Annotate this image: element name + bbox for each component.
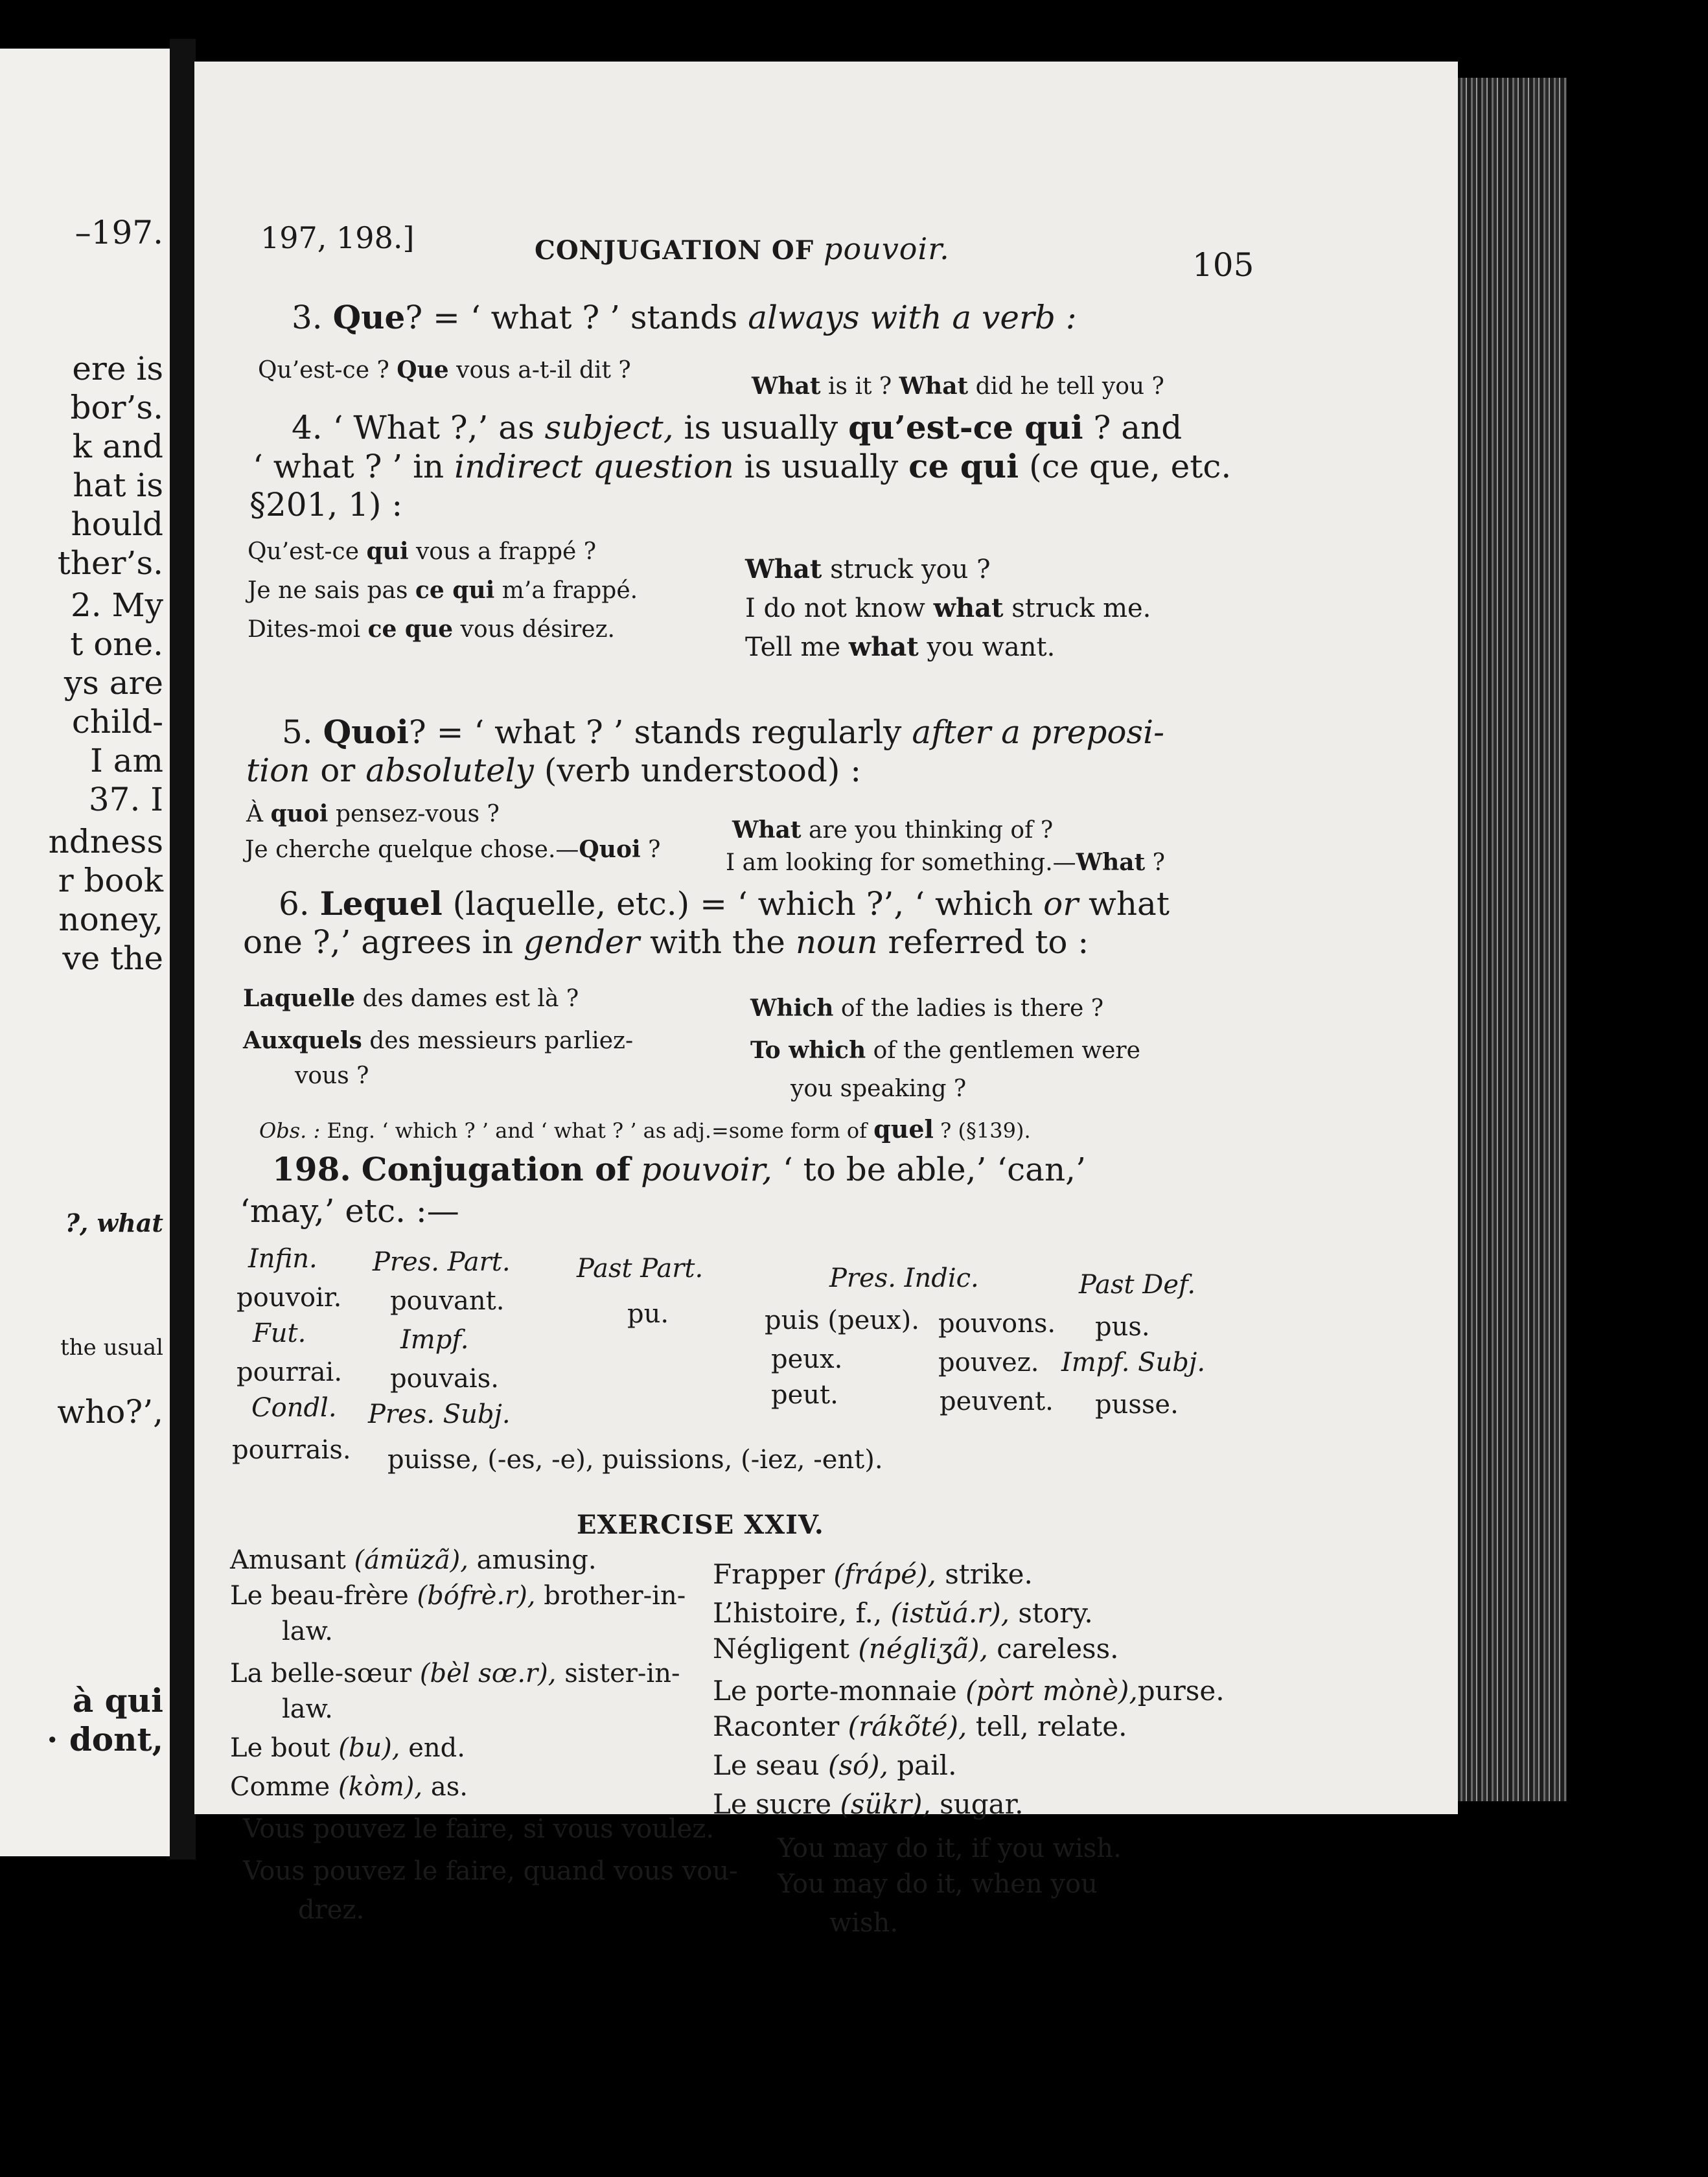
head-impf-subj: Impf. Subj.	[1061, 1348, 1206, 1377]
left-page-line: 37. I	[88, 781, 163, 818]
form-indic-pl-3: peuvent.	[940, 1387, 1054, 1416]
form-impf-subj: pusse.	[1095, 1390, 1179, 1420]
item6-gender: gender	[523, 923, 640, 961]
left-page-line: k and	[72, 428, 163, 465]
item5-ex2-fr	[245, 836, 660, 863]
ex-text: pensez-vous ?	[328, 801, 500, 827]
item4-subject: subject,	[544, 409, 674, 446]
obs-bold: quel	[873, 1114, 934, 1144]
vocab-gloss: law.	[282, 1617, 333, 1646]
item5-text: or	[320, 752, 356, 789]
ex-text: struck you ?	[822, 555, 991, 584]
form-pres-subj: puisse, (-es, -e), puissions, (-iez, -ent).	[387, 1445, 883, 1475]
left-page-line: hat is	[73, 466, 163, 504]
exercise-sentence-fr: drez.	[298, 1895, 365, 1925]
item6-lequel: Lequel	[319, 884, 443, 923]
item4-text: is usually	[744, 448, 899, 485]
vocab-entry	[713, 1675, 1225, 1707]
section-198-line2: ‘may,’ etc. :—	[240, 1192, 459, 1230]
header-title-text: CONJUGATION OF	[535, 235, 814, 266]
vocab-entry	[230, 1733, 465, 1763]
item5-text: ? = ‘ what ? ’ stands regularly	[408, 713, 902, 751]
item6-ex1-en	[750, 995, 1103, 1022]
ex-text: I am looking for something.—	[726, 849, 1076, 876]
vocab-gloss: sugar.	[930, 1788, 1024, 1820]
vocab-pronunciation: (sükr),	[840, 1788, 931, 1820]
ex-bold: quoi	[270, 800, 329, 827]
vocab-entry	[282, 1694, 333, 1724]
left-page-line: hould	[71, 505, 163, 543]
item6-ex2-en	[750, 1037, 1140, 1064]
vocab-pronunciation: (kòm),	[338, 1772, 423, 1802]
vocab-entry	[713, 1633, 1119, 1664]
ex-bold: Que	[397, 356, 449, 384]
ex-text: Tell me	[745, 632, 849, 662]
vocab-gloss: purse.	[1137, 1675, 1225, 1707]
item6-ex2-fr-cont: vous ?	[295, 1063, 369, 1089]
ex-bold: qui	[366, 538, 409, 565]
item5-ex1-en	[732, 816, 1053, 844]
vocab-gloss: law.	[282, 1694, 333, 1724]
item3-text: ? = ‘ what ? ’ stands	[405, 299, 738, 336]
item5-ex2-en	[726, 849, 1165, 876]
left-a-qui: à qui	[72, 1681, 163, 1720]
item4-emph: indirect question	[454, 448, 734, 485]
ex-text: vous désirez.	[453, 616, 615, 643]
head-impf: Impf.	[400, 1325, 469, 1355]
form-pres-part: pouvant.	[390, 1286, 505, 1316]
vocab-word: Le seau	[713, 1749, 828, 1781]
vocab-word: Négligent	[713, 1633, 859, 1664]
head-pres-indic: Pres. Indic.	[829, 1263, 979, 1293]
vocab-gloss: amusing.	[468, 1545, 597, 1575]
left-page-line: ys are	[63, 664, 163, 702]
item6-ex2-fr	[243, 1027, 633, 1054]
ex-text: are you thinking of ?	[801, 817, 1054, 844]
item5-line1	[282, 713, 1164, 751]
item5-line2	[246, 752, 861, 789]
header-title	[535, 231, 950, 266]
vocab-gloss: strike.	[936, 1558, 1033, 1590]
vocab-gloss: sister-in-	[556, 1659, 680, 1688]
form-condl: pourrais.	[232, 1435, 351, 1465]
form-past-def: pus.	[1095, 1312, 1150, 1342]
vocab-entry	[230, 1772, 468, 1802]
vocab-gloss: brother-in-	[535, 1581, 686, 1611]
vocab-pronunciation: (pòrt mònè),	[965, 1675, 1138, 1707]
header-sections: 197, 198.]	[260, 220, 415, 255]
obs-label: Obs. :	[259, 1118, 321, 1143]
item6-line2	[243, 923, 1089, 961]
head-condl: Condl.	[251, 1393, 337, 1423]
item3-example-en	[752, 373, 1164, 400]
head-pres-subj: Pres. Subj.	[368, 1400, 511, 1429]
vocab-gloss: as.	[422, 1772, 468, 1802]
item3-example-fr	[258, 356, 631, 384]
vocab-entry	[713, 1597, 1093, 1629]
item6-line1	[279, 884, 1170, 923]
vocab-word: Le beau-frère	[230, 1581, 417, 1611]
form-fut: pourrai.	[237, 1357, 343, 1387]
item4-line3: §201, 1) :	[249, 486, 403, 524]
vocab-gloss: end.	[400, 1733, 465, 1763]
ex-bold: What	[752, 373, 821, 400]
item4-text: is usually	[684, 409, 838, 446]
exercise-title: EXERCISE XXIV.	[577, 1510, 824, 1540]
vocab-word: La belle-sœur	[230, 1659, 420, 1688]
vocab-gloss: careless.	[987, 1633, 1119, 1664]
left-page-line: ve the	[62, 939, 163, 977]
item4-line1	[292, 408, 1182, 446]
item3-rule	[292, 298, 1077, 336]
left-page-line: I am	[90, 742, 163, 779]
vocab-entry	[713, 1788, 1023, 1820]
previous-page-fragment	[0, 49, 170, 1856]
head-past-part: Past Part.	[577, 1254, 704, 1284]
left-page-line: ther’s.	[57, 544, 163, 582]
ex-text: des messieurs parliez-	[362, 1028, 634, 1054]
vocab-entry	[230, 1581, 686, 1611]
left-page-line: ndness	[48, 823, 163, 860]
book-page	[194, 62, 1458, 1938]
ex-text: m’a frappé.	[494, 577, 638, 604]
left-page-line: noney,	[58, 901, 163, 938]
ex-text: vous a frappé ?	[408, 538, 597, 565]
left-page-line: r book	[58, 862, 163, 899]
ex-text: I do not know	[745, 593, 934, 623]
item4-bold: ce qui	[908, 447, 1019, 485]
ex-bold: ce que	[367, 616, 454, 643]
vocab-pronunciation: (bèl sœ.r),	[419, 1659, 557, 1688]
ex-text: Qu’est-ce	[248, 538, 367, 565]
left-page-line: 2. My	[70, 586, 163, 624]
item6-noun: noun	[795, 923, 878, 961]
head-past-def: Past Def.	[1079, 1270, 1196, 1300]
ex-text: Dites-moi	[248, 616, 368, 643]
vocab-entry	[713, 1558, 1033, 1590]
vocab-word: Raconter	[713, 1710, 848, 1742]
form-indic-sg-3: peut.	[771, 1380, 838, 1410]
ex-bold: What	[1076, 849, 1146, 876]
item6-ex2-en-cont: you speaking ?	[791, 1076, 967, 1102]
ex-text: Je ne sais pas	[248, 577, 415, 604]
left-page-line: child-	[71, 703, 163, 741]
item5-text: (verb understood) :	[544, 752, 862, 789]
ex-text: struck me.	[1003, 593, 1151, 623]
form-indic-sg-1: puis (peux).	[765, 1306, 919, 1335]
vocab-pronunciation: (istŭá.r),	[890, 1597, 1010, 1629]
exercise-sentence-en: wish.	[829, 1908, 899, 1938]
ex-bold: ce qui	[415, 577, 495, 604]
ex-text: ?	[640, 836, 661, 863]
ex-text: vous a-t-il dit ?	[456, 357, 631, 384]
head-pres-part: Pres. Part.	[373, 1247, 511, 1277]
vocab-gloss: tell, relate.	[967, 1710, 1127, 1742]
item6-text: (laquelle, etc.) = ‘ which ?’, ‘ which	[452, 885, 1033, 923]
obs-text: Eng. ‘ which ? ’ and ‘ what ? ’ as adj.=some form of	[320, 1118, 874, 1143]
vocab-entry	[230, 1545, 597, 1575]
section-198-heading	[272, 1150, 1086, 1188]
vocab-pronunciation: (só),	[827, 1749, 888, 1781]
item5-emph: tion	[246, 752, 310, 789]
form-indic-pl-2: pouvez.	[938, 1348, 1039, 1377]
exercise-sentence-en: You may do it, if you wish.	[778, 1834, 1122, 1863]
item5-ex1-fr	[246, 800, 500, 827]
ex-text: Je cherche quelque chose.—	[245, 836, 579, 863]
vocab-word: Amusant	[230, 1545, 354, 1575]
item4-text: (ce que, etc.	[1029, 448, 1232, 485]
ex-bold: What	[899, 373, 969, 400]
vocab-gloss: story.	[1010, 1597, 1093, 1629]
vocab-pronunciation: (rákõté),	[848, 1710, 967, 1742]
item6-or: or	[1043, 885, 1079, 923]
ex-bold: Quoi	[579, 836, 641, 863]
form-indic-pl-1: pouvons.	[938, 1309, 1056, 1339]
form-infin: pouvoir.	[237, 1283, 342, 1313]
head-infin: Infin.	[248, 1244, 317, 1274]
ex-text: of the gentlemen were	[866, 1037, 1140, 1064]
vocab-pronunciation: (frápé),	[833, 1558, 936, 1590]
item4-num: 4.	[292, 409, 323, 446]
item3-que: Que	[332, 298, 406, 336]
item6-text: referred to :	[888, 923, 1089, 961]
vocab-entry	[713, 1749, 956, 1781]
section-198-title: Conjugation of	[361, 1150, 631, 1188]
item5-num: 5.	[282, 713, 313, 751]
exercise-sentence-fr: Vous pouvez le faire, si vous voulez.	[243, 1814, 715, 1844]
vocab-word: Frapper	[713, 1558, 834, 1590]
left-page-line: t one.	[70, 625, 163, 663]
exercise-sentence-fr: Vous pouvez le faire, quand vous vou-	[243, 1856, 738, 1886]
item4-example-fr	[248, 616, 615, 643]
item6-text: one ?,’ agrees in	[243, 923, 513, 961]
ex-text: is it ?	[828, 373, 892, 400]
item3-num: 3.	[292, 299, 323, 336]
ex-bold: Laquelle	[243, 985, 356, 1012]
item4-line2	[253, 447, 1231, 485]
ex-text: ?	[1145, 849, 1165, 876]
item4-text: ‘ What ?,’ as	[332, 409, 535, 446]
item5-quoi: Quoi	[323, 713, 409, 751]
item4-example-fr	[248, 538, 596, 565]
form-past-part: pu.	[627, 1299, 669, 1329]
section-198-text: ‘ to be able,’ ‘can,’	[782, 1151, 1086, 1188]
vocab-pronunciation: (bófrè.r),	[417, 1581, 536, 1611]
ex-text: did he tell you ?	[975, 373, 1164, 400]
item6-text: with the	[650, 923, 785, 961]
vocab-gloss: pail.	[888, 1749, 957, 1781]
item4-text: ‘ what ? ’ in	[253, 448, 444, 485]
form-impf: pouvais.	[390, 1364, 499, 1394]
left-page-line: ere is	[72, 350, 163, 387]
vocab-word: Comme	[230, 1772, 338, 1802]
ex-bold: what	[848, 632, 919, 662]
vocab-entry	[282, 1617, 333, 1646]
ex-text: you want.	[918, 632, 1056, 662]
item5-emph: absolutely	[365, 752, 534, 789]
ex-text: À	[246, 801, 271, 827]
item6-num: 6.	[279, 885, 310, 923]
ex-bold: what	[933, 593, 1004, 623]
item4-example-fr	[248, 577, 638, 604]
left-dont: · dont,	[47, 1720, 163, 1758]
ex-text: Qu’est-ce ?	[258, 357, 389, 384]
section-198-num: 198.	[272, 1150, 351, 1188]
vocab-entry	[230, 1659, 680, 1688]
item4-example-en	[745, 632, 1055, 662]
ex-bold: Auxquels	[243, 1027, 362, 1054]
vocab-word: Le bout	[230, 1733, 339, 1763]
item4-example-en	[745, 554, 991, 584]
ex-bold: To which	[750, 1037, 866, 1064]
item4-bold: qu’est-ce qui	[848, 408, 1083, 446]
left-header: –197.	[75, 214, 163, 251]
page-number: 105	[1192, 246, 1254, 284]
exercise-sentence-en: You may do it, when you	[778, 1869, 1098, 1899]
page-edges	[1457, 78, 1567, 1801]
item3-emph: always with a verb :	[748, 299, 1077, 336]
vocab-pronunciation: (bu),	[338, 1733, 400, 1763]
left-who-fragment: who?’,	[57, 1393, 163, 1431]
item4-text: ? and	[1093, 409, 1183, 446]
item5-emph: after a preposi-	[912, 713, 1164, 751]
vocab-word: Le sucre	[713, 1788, 840, 1820]
obs-text: ? (§139).	[933, 1118, 1031, 1143]
item6-text: what	[1089, 885, 1170, 923]
ex-text: of the ladies is there ?	[833, 995, 1104, 1022]
left-page-line: bor’s.	[70, 389, 163, 426]
vocab-pronunciation: (négliʒã),	[858, 1633, 988, 1664]
vocab-word: Le porte-monnaie	[713, 1675, 966, 1707]
form-indic-sg-2: peux.	[771, 1344, 843, 1374]
left-what-fragment: ?, what	[65, 1208, 163, 1238]
item4-example-en	[745, 593, 1151, 623]
vocab-pronunciation: (ámüzã),	[354, 1545, 468, 1575]
ex-bold: What	[732, 816, 802, 844]
item6-obs	[259, 1114, 1031, 1144]
book-gutter	[170, 39, 196, 1860]
head-fut: Fut.	[253, 1319, 306, 1348]
left-usual-fragment: the usual	[60, 1335, 163, 1361]
ex-bold: What	[745, 554, 822, 584]
header-title-verb: pouvoir.	[824, 231, 950, 266]
item6-ex1-fr	[243, 985, 579, 1012]
ex-text: des dames est là ?	[355, 985, 579, 1012]
vocab-word: L’histoire, f.,	[713, 1597, 891, 1629]
vocab-entry	[713, 1710, 1127, 1742]
ex-bold: Which	[750, 995, 834, 1022]
section-198-verb: pouvoir,	[640, 1151, 772, 1188]
